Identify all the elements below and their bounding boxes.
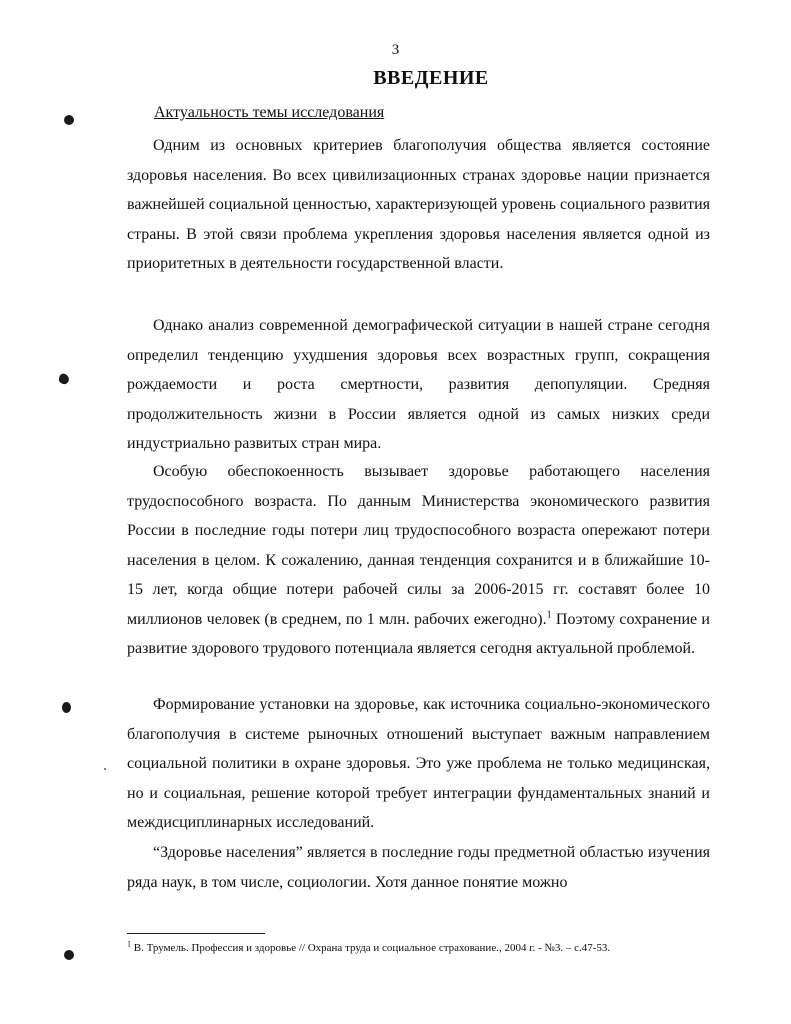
page-number: 3 <box>391 42 400 58</box>
paragraph-3-tail: Поэтому сохранение и развитие здорового трудового потенциала является сегодня актуальной проблемой. <box>127 610 710 657</box>
paragraph-1: Одним из основных критериев благополучия общества является состояние здоровья населения. Во всех цивилизационных странах здоровье нации признается важнейшей социальной ценностью, характеризующей уровень социального развития страны. В этой связи проблема укрепления здоровья населения является одной из приоритетных в деятельности государственной власти. <box>127 137 710 272</box>
paragraph-4: Формирование установки на здоровье, как источника социально-экономического благополучия в системе рыночных отношений выступает важным направлением социальной политики в охране здоровья. Это уже проблема не только медицинская, но и социальная, решение которой требует интеграции фундаментальных знаний и междисциплинарных исследований. <box>127 696 710 831</box>
footnote-marker: 1 <box>127 939 131 949</box>
paragraph-3-text: Особую обеспокоенность вызывает здоровье работающего населения трудоспособного возраста. По данным Министерства экономического развития России в последние годы потери лиц трудоспособного возраста опережают потери населения в целом. К сожалению, данная тенденция сохранится и в ближайшие 10-15 лет, когда общие потери рабочей силы за 2006-2015 гг. составят более 10 миллионов человек (в среднем, по 1 млн. рабочих ежегодно). <box>127 463 710 628</box>
section-subheading: Актуальность темы исследования <box>154 104 385 121</box>
footnote <box>127 939 727 954</box>
page-title: ВВЕДЕНИЕ <box>373 67 489 89</box>
binder-hole-mark <box>64 115 74 125</box>
footnote-divider <box>127 933 265 934</box>
paragraph-5: “Здоровье населения” является в последние годы предметной областью изучения ряда наук, в том числе, социологии. Хотя данное понятие можно <box>127 844 710 891</box>
scan-speck <box>104 768 106 770</box>
footnote-text: В. Трумель. Профессия и здоровье // Охрана труда и социальное страхование., 2004 г. - №3. – с.47-53. <box>131 942 611 954</box>
paragraph-3 <box>127 457 710 664</box>
binder-hole-mark <box>58 373 71 386</box>
binder-hole-mark <box>62 702 71 713</box>
footnote-reference: 1 <box>546 609 552 621</box>
paragraph-2: Однако анализ современной демографической ситуации в нашей стране сегодня определил тенденцию ухудшения здоровья всех возрастных групп, сокращения рождаемости и роста смертности, развития депопуляции. Средняя продолжительность жизни в России является одной из самых низких среди индустриально развитых стран мира. <box>127 317 710 452</box>
binder-hole-mark <box>64 950 74 960</box>
